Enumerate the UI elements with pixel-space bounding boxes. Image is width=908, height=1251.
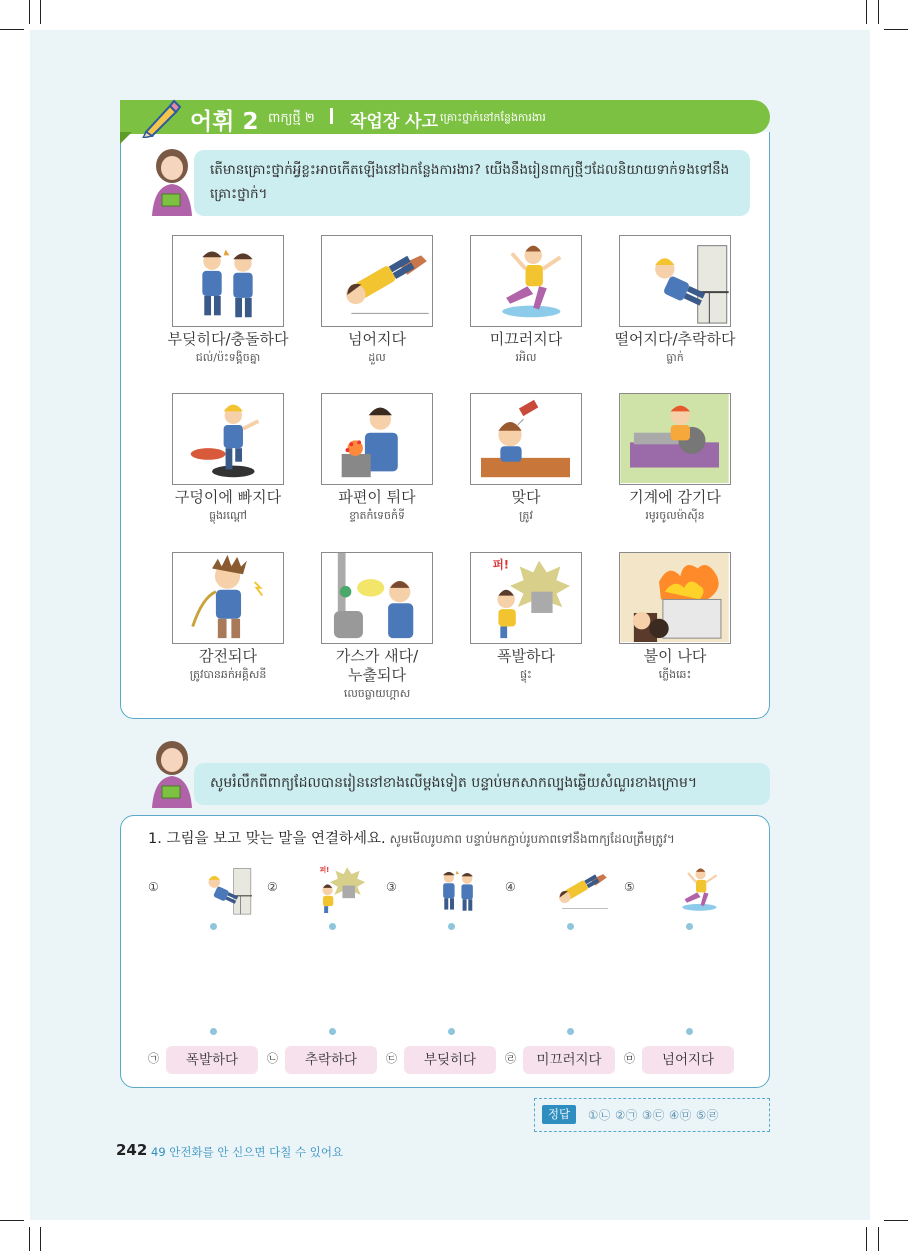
answer-letter: ㉢ (386, 1052, 397, 1065)
explosion-illustration (307, 862, 371, 916)
exercise-picture (664, 862, 728, 916)
vocab-picture (619, 552, 731, 644)
explosion-illustration (471, 553, 580, 642)
header-separator (330, 108, 333, 124)
teacher-avatar-icon (146, 146, 198, 216)
connect-dot-top[interactable] (567, 923, 574, 930)
exercise-question (148, 827, 675, 849)
vocab-korean: 파편이 튀다 (338, 488, 416, 506)
connect-dot-top[interactable] (329, 923, 336, 930)
svg-text:퍼!: 퍼! (492, 557, 510, 572)
slipping-illustration (664, 862, 728, 916)
vocab-picture (321, 235, 433, 327)
vocab-item (163, 488, 293, 524)
debris-illustration (322, 394, 431, 483)
connect-dot-bottom[interactable] (210, 1028, 217, 1035)
question-ko: 1. 그림을 보고 맞는 말을 연결하세요. (148, 831, 386, 847)
vocab-khmer: ផ្ទុះ (520, 668, 532, 681)
collision-illustration (173, 236, 282, 325)
vocab-item (312, 330, 442, 366)
falling-from-height-illustration (620, 236, 729, 325)
crop-mark (884, 1220, 908, 1221)
picture-number: ② (267, 880, 278, 894)
picture-number: ① (148, 880, 159, 894)
crop-mark (0, 1220, 24, 1221)
vocab-item (312, 488, 442, 524)
vocab-khmer: ធ្លាក់ (666, 351, 684, 364)
vocab-item (312, 647, 442, 702)
vocab-korean: 가스가 새다/ 누출되다 (335, 647, 419, 684)
answer-word-box[interactable]: 부딪히다 (404, 1046, 496, 1074)
vocab-title: 어휘 2 (190, 109, 259, 135)
vocab-khmer: ត្រូវបានឆក់អគ្គិសនី (189, 668, 267, 681)
slipping-illustration (471, 236, 580, 325)
crop-mark (866, 1227, 867, 1251)
picture-number: ④ (505, 880, 516, 894)
vocab-korean: 구덩이에 빠지다 (174, 488, 282, 506)
vocab-item (610, 330, 740, 366)
crop-mark (878, 1227, 879, 1251)
activity-instruction: សូមរំលឹកពីពាក្យដែលបានរៀននៅខាងលើម្ដងទៀត បន្ទាប់មកសាកល្បងឆ្លើយសំណួរខាងក្រោម។ (210, 775, 698, 791)
intro-text: តើមានគ្រោះថ្នាក់អ្វីខ្លះអាចកើតឡើងនៅឯកន្លែងការងារ? យើងនឹងរៀនពាក្យថ្មីៗដែលនិយាយទាក់ទងទៅនឹងគ្រោះថ្នាក់។ (210, 162, 730, 202)
connect-dot-bottom[interactable] (686, 1028, 693, 1035)
topic-title-km: គ្រោះថ្នាក់នៅកន្លែងការងារ (440, 111, 546, 124)
answer-word-box[interactable]: 추락하다 (285, 1046, 377, 1074)
vocab-korean: 폭발하다 (497, 647, 555, 665)
vocab-item (610, 647, 740, 683)
connect-dot-bottom[interactable] (567, 1028, 574, 1035)
vocab-item (461, 647, 591, 683)
vocab-korean: 미끄러지다 (489, 330, 563, 348)
picture-number: ③ (386, 880, 397, 894)
connect-dot-top[interactable] (210, 923, 217, 930)
fire-illustration (620, 553, 729, 642)
falling-over-illustration (545, 862, 609, 916)
collision-illustration (426, 862, 490, 916)
teacher-avatar-icon (146, 738, 198, 808)
falling-over-illustration (322, 236, 431, 325)
falling-from-height-illustration (188, 862, 252, 916)
question-km: សូមមើលរូបភាព បន្ទាប់មកភ្ជាប់រូបភាពទៅនឹងពាក្យដែលត្រឹមត្រូវ។ (389, 832, 675, 846)
pencil-icon (140, 98, 182, 138)
struck-illustration (471, 394, 580, 483)
vocab-picture (172, 393, 284, 485)
header-fold (120, 132, 132, 144)
vocab-picture (172, 552, 284, 644)
vocab-item (163, 647, 293, 683)
answer-word-box[interactable]: 넘어지다 (642, 1046, 734, 1074)
vocab-picture (470, 552, 582, 644)
vocab-picture (470, 393, 582, 485)
crop-mark (40, 1227, 41, 1251)
connect-dot-bottom[interactable] (448, 1028, 455, 1035)
connect-dot-bottom[interactable] (329, 1028, 336, 1035)
vocab-khmer: ត្រូវ (519, 509, 533, 522)
vocab-khmer: ភ្លើងឆេះ (658, 668, 692, 681)
page-number: 242 (116, 1141, 148, 1159)
vocab-item (461, 488, 591, 524)
vocab-picture (470, 235, 582, 327)
vocab-item (610, 488, 740, 524)
crop-mark (29, 0, 30, 24)
gas-leak-illustration (322, 553, 431, 642)
vocab-picture (172, 235, 284, 327)
answer-key-label: 정답 (542, 1105, 576, 1124)
vocab-item (461, 330, 591, 366)
answer-letter: ㉠ (148, 1052, 159, 1065)
pit-fall-illustration (173, 394, 282, 483)
crop-mark (29, 1227, 30, 1251)
vocab-picture (619, 235, 731, 327)
vocab-korean: 불이 나다 (643, 647, 707, 665)
picture-number: ⑤ (624, 880, 635, 894)
vocab-khmer: រមូរចូលម៉ាស៊ីន (645, 509, 705, 522)
vocab-khmer: ធ្លុងរណ្ដៅ (209, 509, 247, 522)
exercise-picture (545, 862, 609, 916)
exercise-picture (188, 862, 252, 916)
crop-mark (884, 29, 908, 30)
answer-word-box[interactable]: 미끄러지다 (523, 1046, 615, 1074)
vocab-khmer: លេចធ្លាយហ្គាស (343, 687, 411, 700)
answer-letter: ㉣ (505, 1052, 516, 1065)
machine-caught-illustration (620, 394, 729, 483)
vocab-khmer: ខ្ទាតកំទេចកំទី (349, 509, 405, 522)
topic-title: 작업장 사고 (350, 112, 439, 132)
answer-letter: ㉡ (267, 1052, 278, 1065)
vocab-korean: 기계에 감기다 (629, 488, 721, 506)
vocab-item (163, 330, 293, 366)
vocab-picture (321, 552, 433, 644)
exercise-picture (307, 862, 371, 916)
answer-key-text: ①㉡ ②㉠ ③㉢ ④㉤ ⑤㉣ (588, 1108, 719, 1122)
connect-dot-top[interactable] (448, 923, 455, 930)
crop-mark (40, 0, 41, 24)
crop-mark (0, 29, 24, 30)
vocab-picture (321, 393, 433, 485)
vocab-korean: 떨어지다/추락하다 (614, 330, 736, 348)
crop-mark (866, 0, 867, 24)
exercise-picture (426, 862, 490, 916)
vocab-korean: 넘어지다 (348, 330, 406, 348)
answer-letter: ㉤ (624, 1052, 635, 1065)
answer-word-box[interactable]: 폭발하다 (166, 1046, 258, 1074)
svg-text:퍼!: 퍼! (319, 865, 330, 874)
crop-mark (878, 0, 879, 24)
vocab-korean: 감전되다 (199, 647, 257, 665)
vocab-khmer: រអិល (515, 351, 537, 364)
electric-shock-illustration (173, 553, 282, 642)
vocab-title-km: ពាក្យថ្មី ២ (268, 111, 315, 126)
vocab-picture (619, 393, 731, 485)
vocab-korean: 부딪히다/충돌하다 (167, 330, 289, 348)
vocab-khmer: ជល់/ប៉ះទង្គិចគ្នា (195, 351, 261, 364)
vocab-korean: 맞다 (511, 488, 541, 506)
connect-dot-top[interactable] (686, 923, 693, 930)
chapter-title: 49 안전화를 안 신으면 다칠 수 있어요 (151, 1145, 344, 1159)
vocab-khmer: ដួល (368, 351, 386, 364)
